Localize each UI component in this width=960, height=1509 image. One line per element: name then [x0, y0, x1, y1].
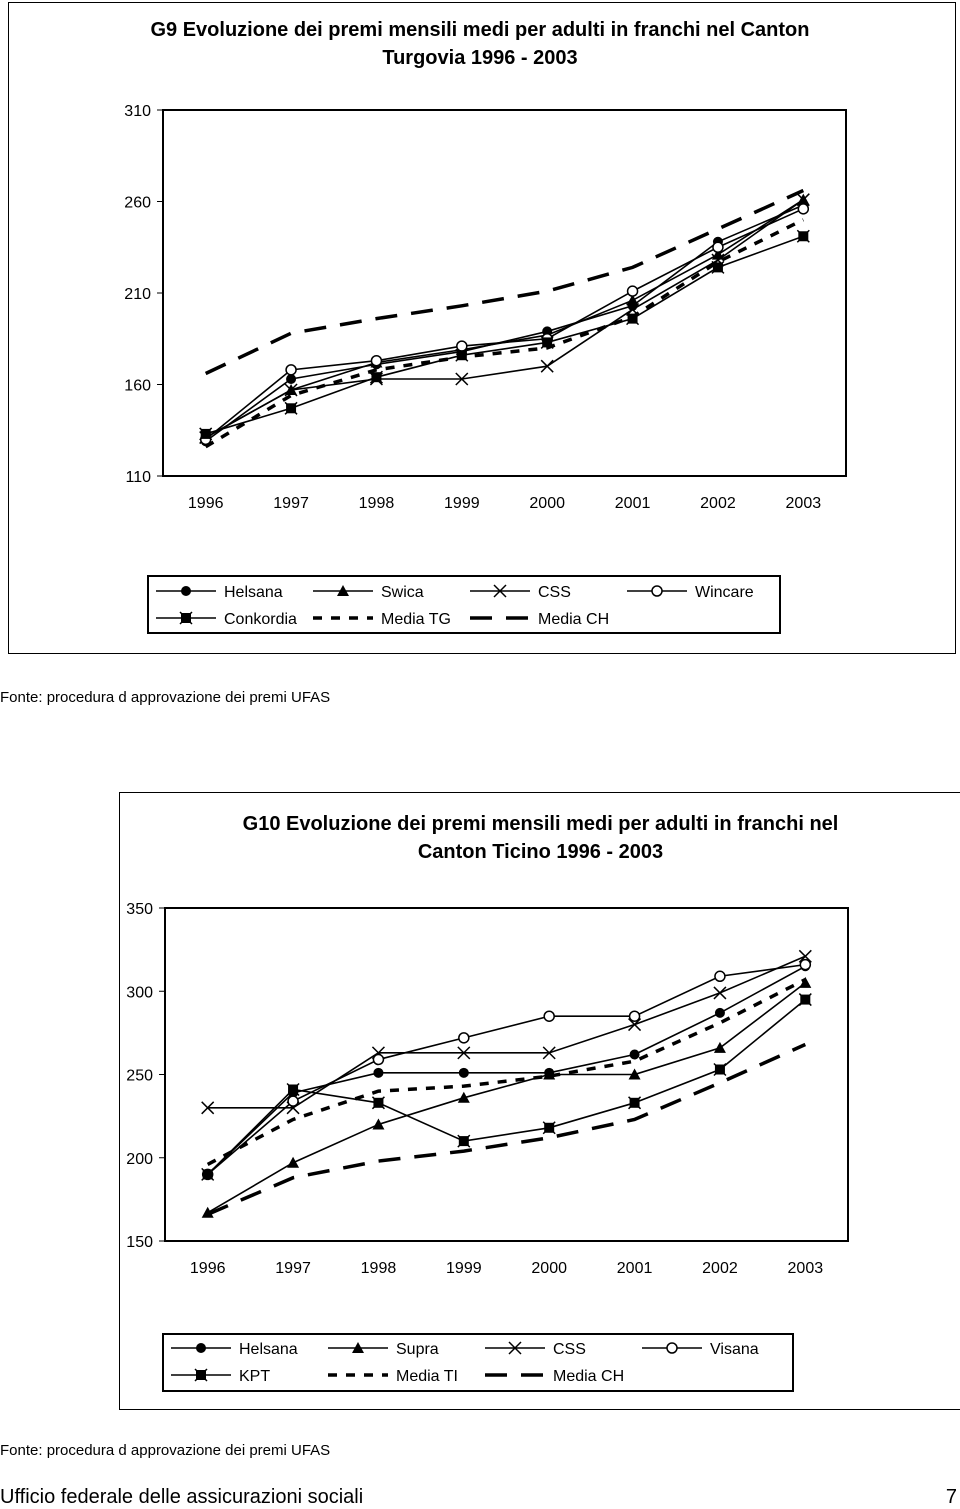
g10-legend-label-visana: Visana [710, 1341, 759, 1358]
g9-xtick-label-1999: 1999 [444, 495, 480, 512]
g10-point-supra-1997 [287, 1157, 299, 1168]
g10-point-supra-2002 [714, 1042, 726, 1053]
g10-point-helsana-1999 [459, 1068, 469, 1078]
g9-ytick-label-210: 210 [124, 286, 151, 303]
g10-legend-label-media-ti: Media TI [396, 1368, 458, 1385]
g10-legend-marker-visana [667, 1343, 677, 1353]
g10-point-visana-2000 [544, 1011, 554, 1021]
g9-xtick-label-2003: 2003 [785, 495, 822, 512]
g10-point-kpt-2002 [714, 1064, 726, 1076]
g10-point-kpt-1996 [202, 1168, 214, 1180]
g10-legend-label-helsana: Helsana [239, 1341, 298, 1358]
g9-ytick-label-310: 310 [124, 103, 151, 120]
g10-xtick-label-1997: 1997 [275, 1260, 311, 1277]
g10-legend-label-kpt: KPT [239, 1368, 271, 1385]
g9-ytick-label-260: 260 [124, 194, 151, 212]
g9-legend-label-css: CSS [538, 584, 571, 601]
chart-g9-source: Fonte: procedura d approvazione dei premi UFAS [0, 689, 331, 706]
g10-xtick-label-1996: 1996 [189, 1260, 226, 1277]
g10-xtick-label-1998: 1998 [360, 1260, 397, 1277]
g9-xtick-label-1998: 1998 [358, 495, 395, 512]
g9-xtick-label-1996: 1996 [187, 495, 224, 512]
g9-legend-label-helsana: Helsana [224, 584, 283, 601]
g10-legend-label-media-ch: Media CH [553, 1368, 625, 1385]
g9-legend-label-media-tg: Media TG [381, 611, 451, 628]
g10-ytick-label-350: 350 [126, 901, 153, 918]
g10-legend-marker-kpt [195, 1369, 207, 1381]
g10-point-visana-1998 [373, 1055, 383, 1065]
g9-ytick-label-160: 160 [124, 377, 151, 395]
chart-g9-title-line1: G9 Evoluzione dei premi mensili medi per adulti in franchi nel Canton [150, 19, 810, 41]
g10-point-visana-1999 [459, 1033, 469, 1043]
chart-g9-title-line2: Turgovia 1996 - 2003 [382, 47, 578, 69]
g10-plot-area [165, 908, 848, 1241]
g9-legend-label-swica: Swica [381, 584, 424, 601]
g9-legend-label-wincare: Wincare [695, 584, 754, 601]
g10-ytick-label-250: 250 [126, 1067, 153, 1085]
g10-point-visana-2001 [630, 1011, 640, 1021]
g10-xtick-label-2002: 2002 [702, 1260, 738, 1277]
g10-xtick-label-2000: 2000 [531, 1260, 567, 1277]
g10-point-helsana-2001 [630, 1050, 640, 1060]
g9-legend-label-conkordia: Conkordia [224, 611, 297, 628]
g9-legend-label-media-ch: Media CH [538, 611, 610, 628]
g10-xtick-label-2003: 2003 [787, 1260, 824, 1277]
g10-point-kpt-1998 [372, 1097, 384, 1109]
g10-point-kpt-1999 [458, 1135, 470, 1147]
g9-xtick-label-1997: 1997 [273, 495, 309, 512]
chart-g10-title-line2: Canton Ticino 1996 - 2003 [417, 841, 664, 863]
g10-ytick-label-300: 300 [126, 984, 153, 1002]
g10-point-kpt-2001 [629, 1097, 641, 1109]
g10-series-kpt [202, 994, 812, 1181]
g10-legend-label-supra: Supra [396, 1341, 439, 1358]
g10-point-kpt-1997 [287, 1083, 299, 1095]
g10-ytick-label-150: 150 [126, 1234, 153, 1251]
g10-point-visana-2002 [715, 971, 725, 981]
footer-office-name: Ufficio federale delle assicurazioni sociali [0, 1486, 364, 1508]
g10-xtick-label-1999: 1999 [446, 1260, 482, 1277]
g10-point-helsana-2002 [715, 1008, 725, 1018]
g10-xtick-label-2001: 2001 [616, 1260, 653, 1277]
g10-ytick-label-200: 200 [126, 1150, 153, 1168]
chart-g10-source: Fonte: procedura d approvazione dei premi UFAS [0, 1442, 331, 1459]
g9-xtick-label-2000: 2000 [529, 495, 565, 512]
g10-point-visana-1997 [288, 1096, 298, 1106]
g10-legend-label-css: CSS [553, 1341, 586, 1358]
g10-point-supra-2003 [799, 977, 811, 988]
g10-point-visana-2003 [800, 960, 810, 970]
g9-xtick-label-2002: 2002 [700, 495, 736, 512]
chart-g10-title-line1: G10 Evoluzione dei premi mensili medi per adulti in franchi nel [242, 813, 839, 835]
page-number: 7 [945, 1486, 957, 1508]
g10-point-helsana-1998 [373, 1068, 383, 1078]
g9-ytick-label-110: 110 [125, 469, 151, 486]
g10-point-kpt-2003 [799, 994, 811, 1006]
g10-point-kpt-2000 [543, 1122, 555, 1134]
page-footer [0, 1486, 960, 1509]
g10-point-css-2002 [714, 987, 726, 999]
g10-legend-marker-helsana [196, 1343, 206, 1353]
g9-xtick-label-2001: 2001 [614, 495, 651, 512]
